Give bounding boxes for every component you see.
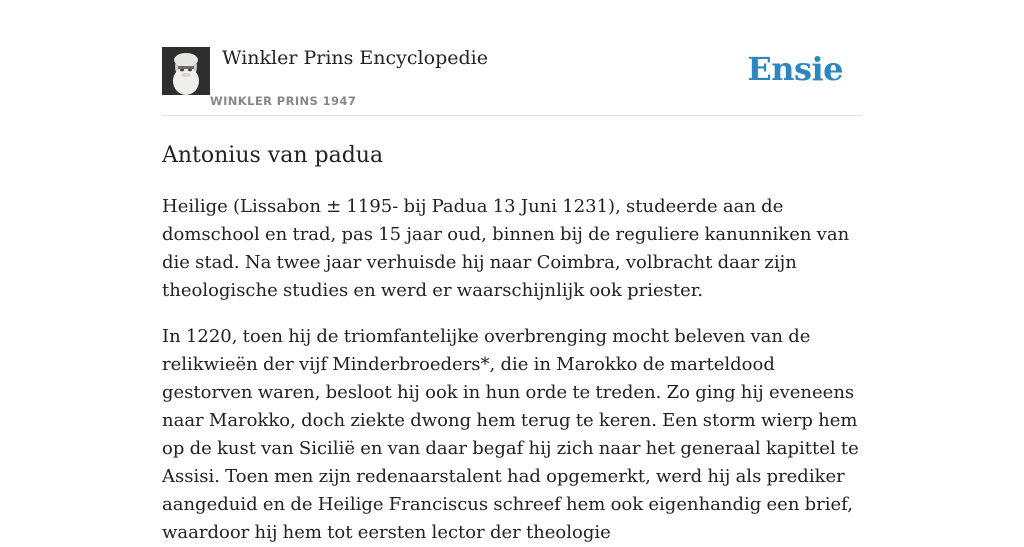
ensie-logo-link[interactable]: Ensie	[747, 50, 843, 88]
bearded-man-portrait-icon	[162, 47, 210, 95]
article-paragraph-2: In 1220, toen hij de triomfantelijke overbrenging mocht beleven van de relikwieën der vijf Minderbroeders*, die in Marokko de marteldood gestorven waren, besloot hij ook in hun orde te treden. Zo ging hij eveneens naar Marokko, doch ziekte dwong hem terug te keren. Een storm wierp hem op de kust van Sicilië en van daar begaf hij zich naar het generaal kapittel te Assisi. Toen men zijn redenaarstalent had opgemerkt, werd hij als prediker aangeduid en de Heilige Franciscus schreef hem ook eigenhandig een brief, waardoor hij hem tot eersten lector der theologie	[162, 326, 859, 543]
site-title[interactable]: Winkler Prins Encyclopedie	[222, 47, 488, 69]
site-header	[162, 0, 862, 116]
article-title: Antonius van padua	[162, 143, 384, 168]
page	[162, 0, 862, 543]
avatar[interactable]	[162, 47, 210, 95]
article-paragraph-1: Heilige (Lissabon ± 1195- bij Padua 13 Juni 1231), studeerde aan de domschool en trad, pas 15 jaar oud, binnen bij de reguliere kanunniken van die stad. Na twee jaar verhuisde hij naar Coimbra, volbracht daar zijn theologische studies en werd er waarschijnlijk ook priester.	[162, 196, 850, 301]
edition-label[interactable]: WINKLER PRINS 1947	[210, 94, 357, 108]
